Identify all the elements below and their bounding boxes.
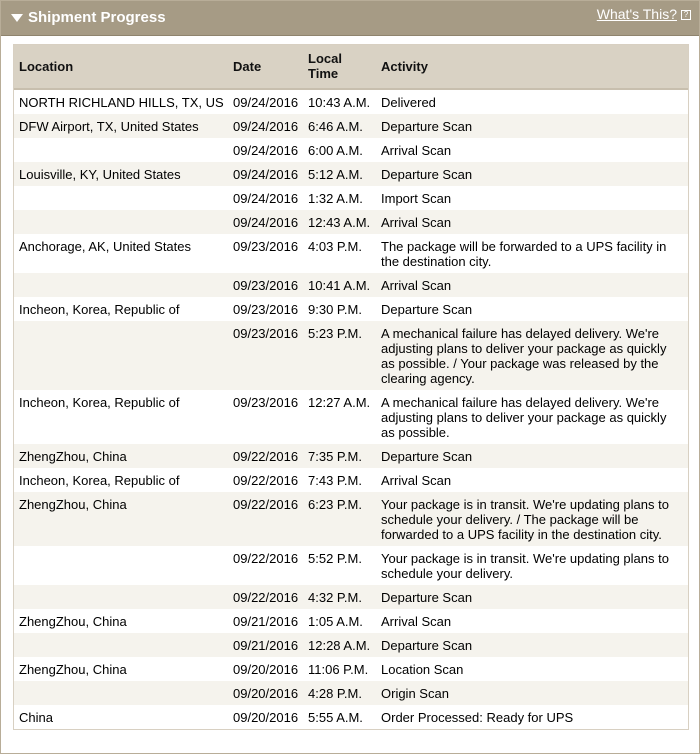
date-cell: 09/22/2016 <box>228 492 303 546</box>
date-cell: 09/24/2016 <box>228 162 303 186</box>
collapse-arrow-icon[interactable] <box>11 14 23 22</box>
local-time-cell: 10:41 A.M. <box>303 273 376 297</box>
table-body <box>14 89 688 729</box>
local-time-cell: 9:30 P.M. <box>308 302 362 317</box>
table-row <box>14 138 688 162</box>
local-time-cell: 7:43 P.M. <box>308 473 362 488</box>
date-cell: 09/20/2016 <box>228 681 303 705</box>
location-cell: ZhengZhou, China <box>14 492 228 546</box>
activity-cell: Departure Scan <box>376 585 688 609</box>
activity-cell: Arrival Scan <box>381 473 452 488</box>
location-cell <box>14 138 228 162</box>
activity-cell: A mechanical failure has delayed delivery. We're adjusting plans to deliver your package as quickly as possible. <box>381 395 667 440</box>
table-row <box>14 210 688 234</box>
local-time-cell: 12:28 A.M. <box>303 633 376 657</box>
local-time-cell: 6:23 P.M. <box>303 492 376 546</box>
local-time-cell: 4:03 P.M. <box>308 239 362 254</box>
table-row <box>14 114 688 138</box>
table-row <box>14 492 688 546</box>
activity-cell: Delivered <box>381 95 436 110</box>
location-cell: ZhengZhou, China <box>19 614 127 629</box>
date-cell: 09/23/2016 <box>233 395 299 410</box>
local-time-cell: 1:32 A.M. <box>308 191 363 206</box>
table-row <box>14 273 688 297</box>
table-row <box>14 321 688 390</box>
table-row <box>14 390 688 444</box>
date-cell: 09/24/2016 <box>228 210 303 234</box>
activity-cell: Departure Scan <box>376 444 688 468</box>
date-cell: 09/22/2016 <box>233 473 299 488</box>
local-time-cell: 7:35 P.M. <box>303 444 376 468</box>
activity-cell: Arrival Scan <box>381 614 452 629</box>
location-cell: ZhengZhou, China <box>19 662 127 677</box>
location-cell: Anchorage, AK, United States <box>19 239 191 254</box>
local-time-cell: 12:27 A.M. <box>308 395 371 410</box>
panel-title: Shipment Progress <box>28 9 166 26</box>
date-cell: 09/20/2016 <box>233 710 299 725</box>
column-header-local-time: Local Time <box>303 45 376 89</box>
table-row <box>14 657 688 681</box>
date-cell: 09/24/2016 <box>233 143 299 158</box>
activity-cell: Departure Scan <box>376 114 688 138</box>
local-time-cell: 5:12 A.M. <box>303 162 376 186</box>
location-cell: ZhengZhou, China <box>14 444 228 468</box>
table-row <box>14 609 688 633</box>
table-row <box>14 705 688 729</box>
local-time-cell: 6:46 A.M. <box>303 114 376 138</box>
location-cell <box>14 546 228 585</box>
activity-cell: Your package is in transit. We're updating plans to schedule your delivery. <box>381 551 669 581</box>
table-row <box>14 234 688 273</box>
table-row <box>14 681 688 705</box>
table-row <box>14 585 688 609</box>
activity-cell: Origin Scan <box>376 681 688 705</box>
shipment-progress-table-container <box>13 44 689 730</box>
location-cell <box>14 321 228 390</box>
date-cell: 09/20/2016 <box>233 662 299 677</box>
table-row <box>14 546 688 585</box>
help-popup-icon[interactable]: ? <box>681 10 691 20</box>
column-header-activity: Activity <box>376 45 688 89</box>
date-cell: 09/22/2016 <box>233 551 299 566</box>
table-row <box>14 186 688 210</box>
location-cell <box>14 186 228 210</box>
activity-cell: The package will be forwarded to a UPS facility in the destination city. <box>381 239 667 269</box>
activity-cell: Arrival Scan <box>376 273 688 297</box>
location-cell <box>14 633 228 657</box>
activity-cell: Arrival Scan <box>381 143 452 158</box>
activity-cell: Your package is in transit. We're updating plans to schedule your delivery. / The package will be forwarded to a UPS facility in the destination city. <box>376 492 688 546</box>
table-row <box>14 444 688 468</box>
local-time-cell: 12:43 A.M. <box>303 210 376 234</box>
date-cell: 09/21/2016 <box>228 633 303 657</box>
date-cell: 09/23/2016 <box>228 273 303 297</box>
location-cell: Incheon, Korea, Republic of <box>19 473 180 488</box>
local-time-cell: 5:23 P.M. <box>303 321 376 390</box>
activity-cell: Departure Scan <box>376 162 688 186</box>
local-time-cell: 1:05 A.M. <box>308 614 363 629</box>
local-time-cell: 10:43 A.M. <box>308 95 371 110</box>
local-time-cell: 4:32 P.M. <box>303 585 376 609</box>
table-row <box>14 633 688 657</box>
activity-cell: A mechanical failure has delayed delivery. We're adjusting plans to deliver your package as quickly as possible. / Your package was released by the clearing agency. <box>376 321 688 390</box>
date-cell: 09/23/2016 <box>233 239 299 254</box>
activity-cell: Departure Scan <box>376 633 688 657</box>
location-cell: China <box>19 710 53 725</box>
date-cell: 09/21/2016 <box>233 614 299 629</box>
location-cell <box>14 210 228 234</box>
location-cell <box>14 681 228 705</box>
whats-this-link[interactable]: What's This? <box>596 6 677 22</box>
activity-cell: Order Processed: Ready for UPS <box>381 710 574 725</box>
table-row <box>14 297 688 321</box>
panel-header <box>1 1 699 36</box>
table-row <box>14 468 688 492</box>
date-cell: 09/22/2016 <box>228 444 303 468</box>
table-row <box>14 162 688 186</box>
date-cell: 09/22/2016 <box>228 585 303 609</box>
column-header-location: Location <box>14 45 228 89</box>
location-cell: Louisville, KY, United States <box>14 162 228 186</box>
local-time-cell: 5:52 P.M. <box>308 551 362 566</box>
activity-cell: Location Scan <box>381 662 464 677</box>
local-time-cell: 11:06 P.M. <box>308 662 369 677</box>
location-cell <box>14 273 228 297</box>
shipment-progress-table <box>14 45 688 729</box>
column-header-date: Date <box>228 45 303 89</box>
location-cell <box>14 585 228 609</box>
local-time-cell: 4:28 P.M. <box>303 681 376 705</box>
location-cell: Incheon, Korea, Republic of <box>19 395 180 410</box>
date-cell: 09/24/2016 <box>233 95 299 110</box>
table-row <box>14 89 688 114</box>
date-cell: 09/23/2016 <box>233 302 299 317</box>
location-cell: DFW Airport, TX, United States <box>14 114 228 138</box>
activity-cell: Departure Scan <box>381 302 473 317</box>
activity-cell: Import Scan <box>381 191 452 206</box>
date-cell: 09/23/2016 <box>228 321 303 390</box>
activity-cell: Arrival Scan <box>376 210 688 234</box>
local-time-cell: 5:55 A.M. <box>308 710 363 725</box>
location-cell: NORTH RICHLAND HILLS, TX, US <box>19 95 224 110</box>
local-time-cell: 6:00 A.M. <box>308 143 363 158</box>
table-header-row <box>14 45 688 89</box>
date-cell: 09/24/2016 <box>228 114 303 138</box>
date-cell: 09/24/2016 <box>233 191 299 206</box>
location-cell: Incheon, Korea, Republic of <box>19 302 180 317</box>
